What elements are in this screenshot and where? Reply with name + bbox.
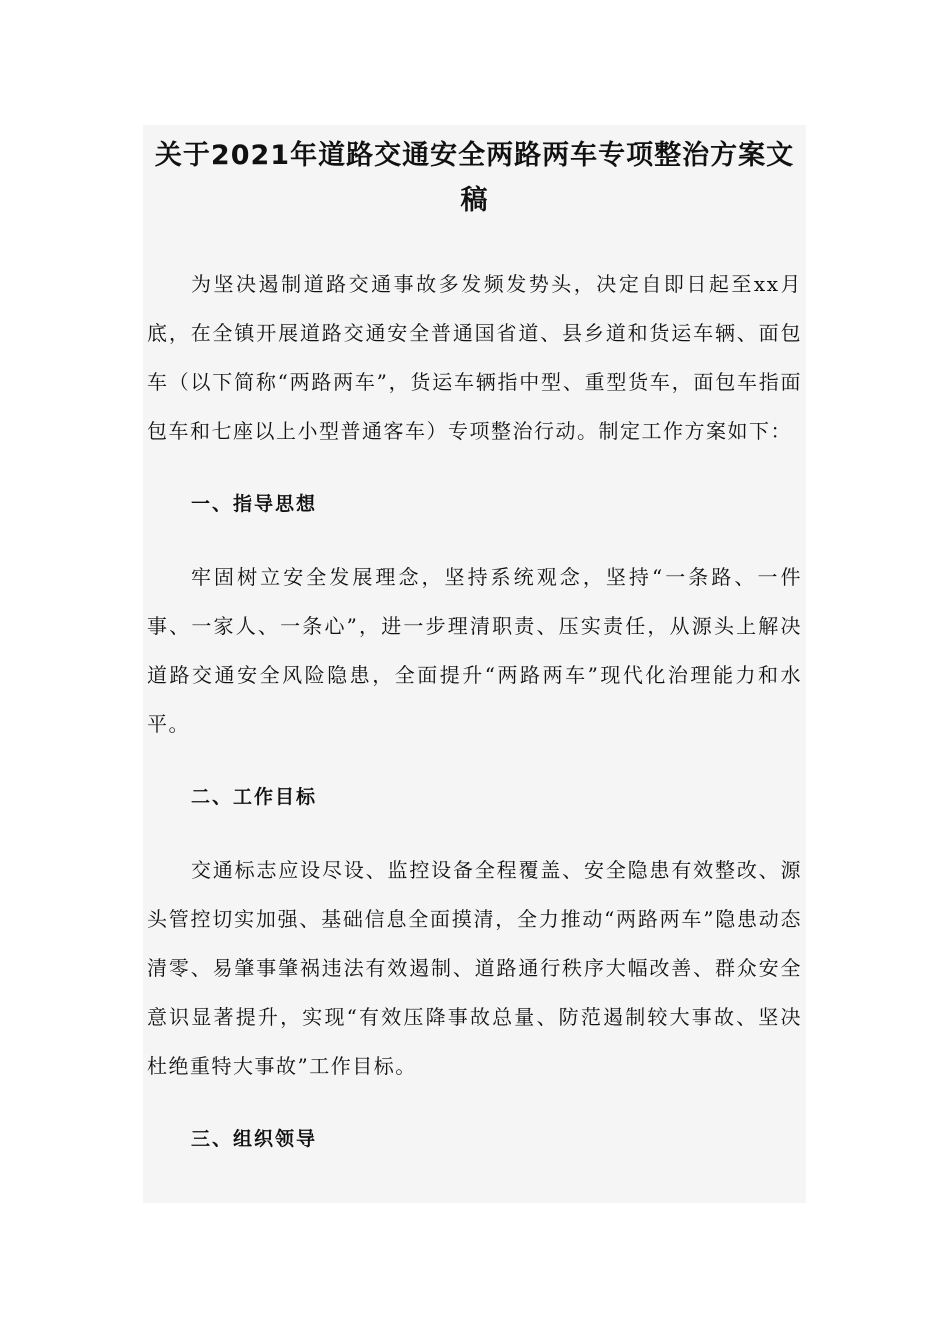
spacer — [147, 529, 802, 553]
section-heading-organization: 三、组织领导 — [191, 1128, 318, 1150]
spacer — [143, 223, 806, 260]
section-heading-guiding-ideology: 一、指导思想 — [191, 493, 318, 515]
document-title: 关于2021年道路交通安全两路两车专项整治方案文稿 — [154, 140, 795, 216]
spacer — [147, 749, 802, 773]
section-paragraph-work-goals: 交通标志应设尽设、监控设备全程覆盖、安全隐患有效整改、源头管控切实加强、基础信息全面摸清，全力推动“两路两车”隐患动态清零、易肇事肇祸违法有效遏制、道路通行秩序大幅改善、群众安全意识显著提升，实现“有效压降事故总量、防范遏制较大事故、坚决杜绝重特大事故”工作目标。 — [147, 858, 802, 1078]
document-page — [143, 125, 806, 1203]
spacer — [147, 456, 802, 480]
intro-paragraph: 为坚决遏制道路交通事故多发频发势头，决定自即日起至xx月底，在全镇开展道路交通安全普通国省道、县乡道和货运车辆、面包车（以下简称“两路两车”，货运车辆指中型、重型货车，面包车指面包车和七座以上小型普通客车）专项整治行动。制定工作方案如下： — [147, 272, 802, 443]
section-paragraph-guiding-ideology: 牢固树立安全发展理念，坚持系统观念，坚持“一条路、一件事、一家人、一条心”，进一步理清职责、压实责任，从源头上解决道路交通安全风险隐患，全面提升“两路两车”现代化治理能力和水平。 — [147, 565, 802, 736]
section-heading-work-goals: 二、工作目标 — [191, 786, 318, 808]
document-body — [143, 260, 806, 1164]
spacer — [147, 822, 802, 846]
spacer — [147, 1091, 802, 1115]
